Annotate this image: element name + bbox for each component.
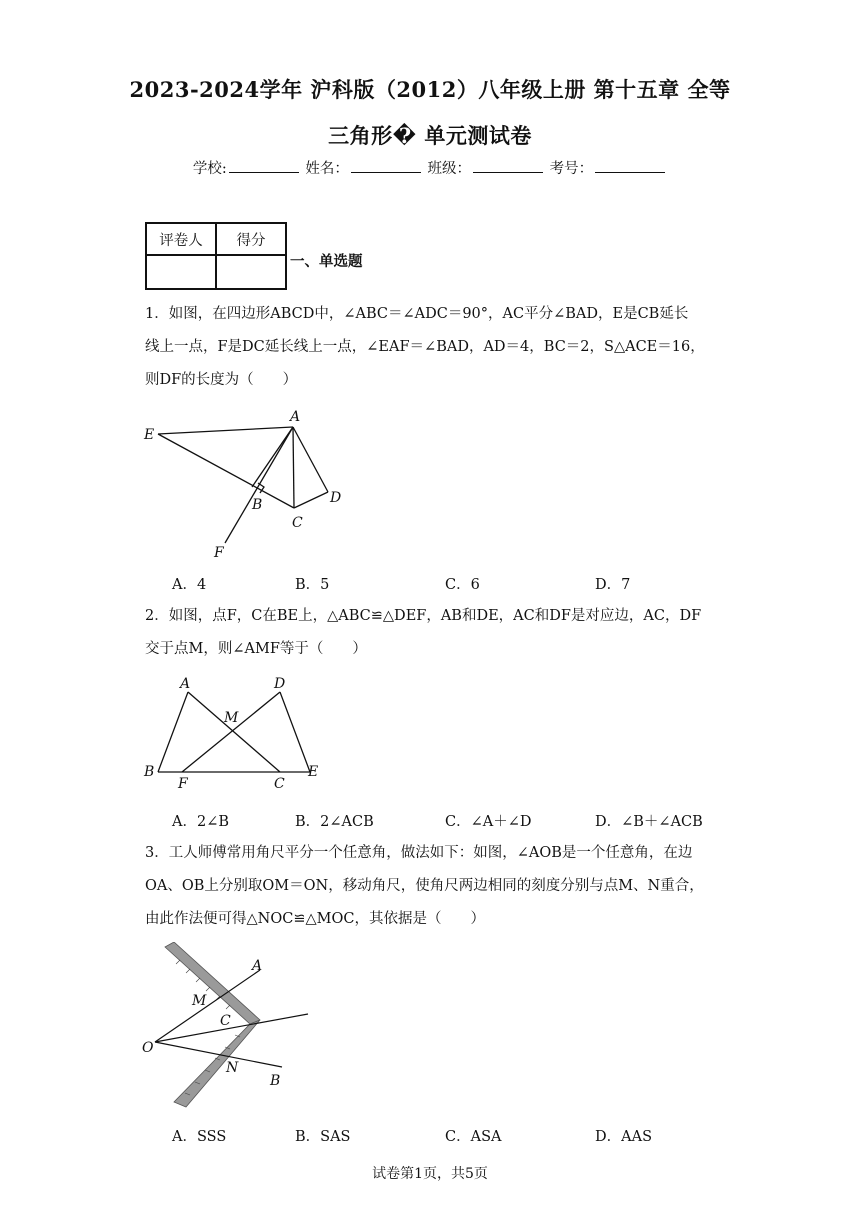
q2-label-f: F	[178, 776, 188, 792]
score-table-header-score: 得分	[216, 223, 286, 255]
q1-figure	[140, 405, 350, 565]
q3-option-d[interactable]: D．AAS	[595, 1129, 653, 1145]
q2-option-b[interactable]: B．2∠ACB	[295, 814, 374, 830]
q2-label-d: D	[274, 676, 286, 692]
q1-label-b: B	[252, 497, 263, 513]
q3-label-m: M	[192, 993, 207, 1009]
q1-line-3: 则DF的长度为（ ）	[145, 372, 298, 388]
score-cell[interactable]	[216, 255, 286, 289]
ruler-arm-upper	[165, 942, 263, 1024]
name-label: 姓名：	[305, 161, 349, 177]
section-title: 一、单选题	[290, 253, 363, 270]
q1-option-b[interactable]: B．5	[295, 577, 330, 593]
q1-line-1: 1．如图，在四边形ABCD中，∠ABC＝∠ADC＝90°，AC平分∠BAD，E是CB延长	[145, 306, 689, 322]
q3-label-a: A	[252, 958, 263, 974]
q3-label-b: B	[270, 1073, 281, 1089]
q1-line-2: 线上一点，F是DC延长线上一点，∠EAF＝∠BAD，AD＝4，BC＝2，S△ACE＝16，	[145, 339, 705, 355]
school-label: 学校:	[192, 161, 227, 177]
name-blank[interactable]	[351, 158, 421, 173]
q1-option-c[interactable]: C．6	[445, 577, 480, 593]
q2-label-e: E	[308, 764, 319, 780]
q3-label-c: C	[220, 1013, 231, 1029]
q3-option-a[interactable]: A．SSS	[172, 1129, 227, 1145]
q2-label-c: C	[274, 776, 285, 792]
q3-label-n: N	[226, 1060, 239, 1076]
q3-label-o: O	[142, 1040, 154, 1056]
q1-label-c: C	[292, 515, 303, 531]
q1-label-e: E	[144, 427, 155, 443]
q2-line-2: 交于点M，则∠AMF等于（ ）	[145, 641, 367, 657]
q2-option-c[interactable]: C．∠A＋∠D	[445, 814, 532, 830]
q2-label-m: M	[224, 710, 239, 726]
question-1	[145, 298, 725, 397]
class-blank[interactable]	[473, 158, 543, 173]
q1-option-d[interactable]: D．7	[595, 577, 631, 593]
q3-option-b[interactable]: B．SAS	[295, 1129, 351, 1145]
school-blank[interactable]	[229, 158, 299, 173]
q2-label-a: A	[180, 676, 191, 692]
title-line-2: 三角形� 单元测试卷	[328, 123, 532, 148]
question-3	[145, 837, 725, 936]
exam-no-blank[interactable]	[595, 158, 665, 173]
score-table	[145, 222, 287, 290]
class-label: 班级：	[427, 161, 471, 177]
q2-label-b: B	[144, 764, 155, 780]
student-info-row	[0, 157, 860, 178]
exam-no-label: 考号：	[549, 161, 594, 177]
grader-cell[interactable]	[146, 255, 216, 289]
q3-line-1: 3．工人师傅常用角尺平分一个任意角，做法如下：如图，∠AOB是一个任意角，在边	[145, 845, 693, 861]
q1-label-a: A	[290, 409, 301, 425]
question-2	[145, 600, 725, 666]
page-footer: 试卷第1页，共5页	[372, 1166, 488, 1182]
q2-option-a[interactable]: A．2∠B	[172, 814, 230, 830]
q1-label-d: D	[330, 490, 342, 506]
q3-line-2: OA、OB上分别取OM＝ON，移动角尺，使角尺两边相同的刻度分别与点M、N重合，	[145, 878, 704, 894]
title-line-1: 2023-2024学年 沪科版（2012）八年级上册 第十五章 全等	[129, 77, 731, 102]
q1-label-f: F	[214, 545, 224, 561]
q3-line-3: 由此作法便可得△NOC≌△MOC，其依据是（ ）	[145, 911, 485, 927]
q2-figure	[140, 672, 340, 792]
score-table-header-grader: 评卷人	[146, 223, 216, 255]
q2-option-d[interactable]: D．∠B＋∠ACB	[595, 814, 703, 830]
q2-line-1: 2．如图，点F，C在BE上，△ABC≌△DEF，AB和DE，AC和DF是对应边，AC，DF	[145, 608, 702, 624]
q3-option-c[interactable]: C．ASA	[445, 1129, 502, 1145]
q3-figure	[140, 942, 320, 1110]
q1-option-a[interactable]: A．4	[172, 577, 207, 593]
